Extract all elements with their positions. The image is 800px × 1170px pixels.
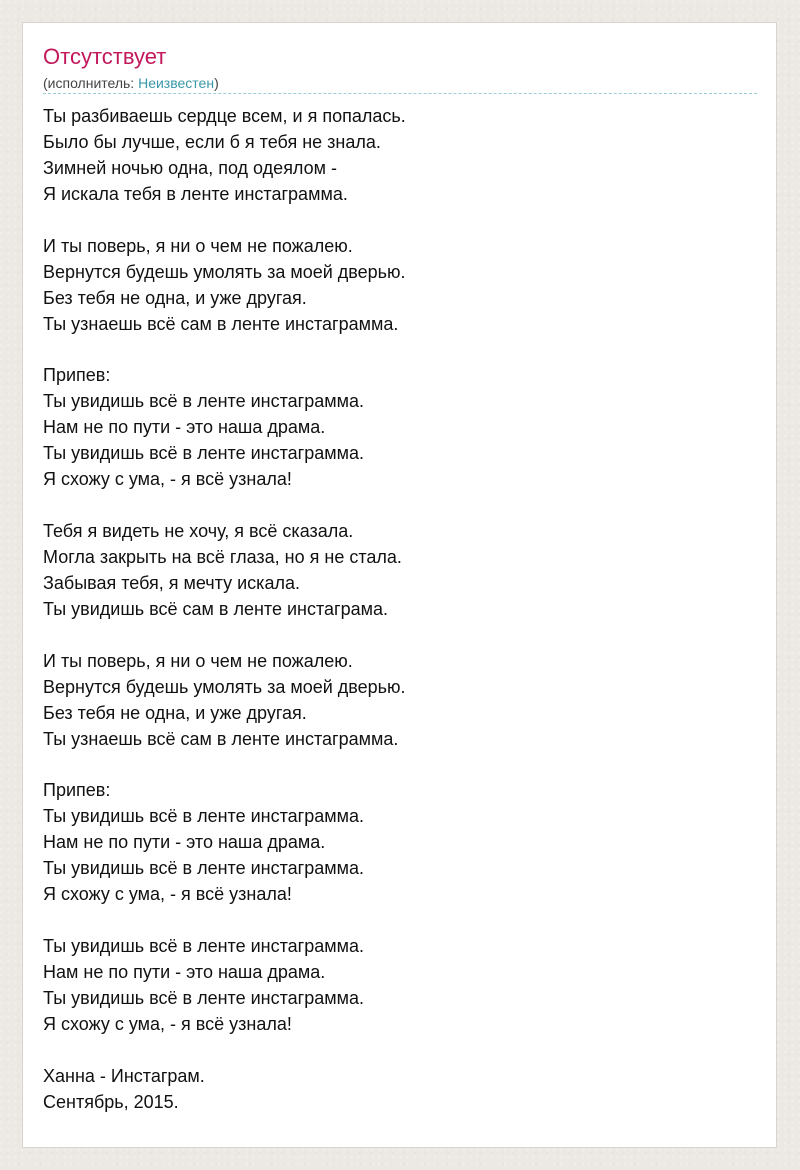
lyric-line: Нам не по пути - это наша драма. <box>43 417 326 438</box>
stanza-break <box>43 752 758 778</box>
stanza-break <box>43 337 758 363</box>
lyric-line: Без тебя не одна, и уже другая. <box>43 287 307 308</box>
lyric-line: Ты увидишь всё в ленте инстаграмма. <box>43 858 364 879</box>
lyric-line: Без тебя не одна, и уже другая. <box>43 702 307 723</box>
lyric-line: Сентябрь, 2015. <box>43 1091 179 1112</box>
divider <box>43 93 757 94</box>
stanza-break <box>43 208 758 234</box>
artist-line <box>43 74 219 92</box>
lyric-line: Вернутся будешь умолять за моей дверью. <box>43 676 406 697</box>
artist-suffix: ) <box>214 75 219 91</box>
lyric-line: Было бы лучше, если б я тебя не знала. <box>43 131 381 152</box>
lyric-line: Я схожу с ума, - я всё узнала! <box>43 884 292 905</box>
lyrics-card <box>22 22 777 1148</box>
lyric-line: И ты поверь, я ни о чем не пожалею. <box>43 650 353 671</box>
lyric-line: Ты увидишь всё в ленте инстаграмма. <box>43 936 364 956</box>
stanza-break <box>43 908 758 934</box>
lyric-line: И ты поверь, я ни о чем не пожалею. <box>43 235 353 256</box>
lyric-line: Зимней ночью одна, под одеялом - <box>43 157 338 178</box>
lyric-line: Вернутся будешь умолять за моей дверью. <box>43 261 406 282</box>
lyric-line: Ты увидишь всё в ленте инстаграмма. <box>43 806 364 827</box>
stanza-break <box>43 1038 758 1064</box>
lyric-line: Ханна - Инстаграм. <box>43 1065 205 1086</box>
lyric-line: Ты узнаешь всё сам в ленте инстаграмма. <box>43 313 399 334</box>
lyric-line: Ты узнаешь всё сам в ленте инстаграмма. <box>43 728 399 749</box>
song-title: Отсутствует <box>43 44 167 69</box>
lyric-line: Могла закрыть на всё глаза, но я не стала. <box>43 546 402 567</box>
lyric-line: Тебя я видеть не хочу, я всё сказала. <box>43 521 354 541</box>
lyric-line: Я схожу с ума, - я всё узнала! <box>43 469 292 490</box>
stanza-break <box>43 623 758 649</box>
lyrics-body <box>43 104 758 1116</box>
artist-prefix: (исполнитель: <box>43 75 139 91</box>
lyric-line: Ты увидишь всё в ленте инстаграмма. <box>43 443 364 464</box>
lyric-line: Я искала тебя в ленте инстаграмма. <box>43 183 348 204</box>
lyric-line: Нам не по пути - это наша драма. <box>43 961 326 982</box>
lyric-line: Ты увидишь всё в ленте инстаграмма. <box>43 391 364 412</box>
lyric-line: Ты разбиваешь сердце всем, и я попалась. <box>43 106 406 126</box>
lyric-line: Я схожу с ума, - я всё узнала! <box>43 1013 292 1034</box>
lyric-line: Нам не по пути - это наша драма. <box>43 832 326 853</box>
stanza-break <box>43 493 758 519</box>
lyric-line: Припев: <box>43 365 111 386</box>
lyric-line: Припев: <box>43 780 111 801</box>
lyric-line: Ты увидишь всё сам в ленте инстаграма. <box>43 598 388 619</box>
artist-link[interactable]: Неизвестен <box>138 75 215 91</box>
lyric-line: Забывая тебя, я мечту искала. <box>43 572 300 593</box>
lyric-line: Ты увидишь всё в ленте инстаграмма. <box>43 987 364 1008</box>
